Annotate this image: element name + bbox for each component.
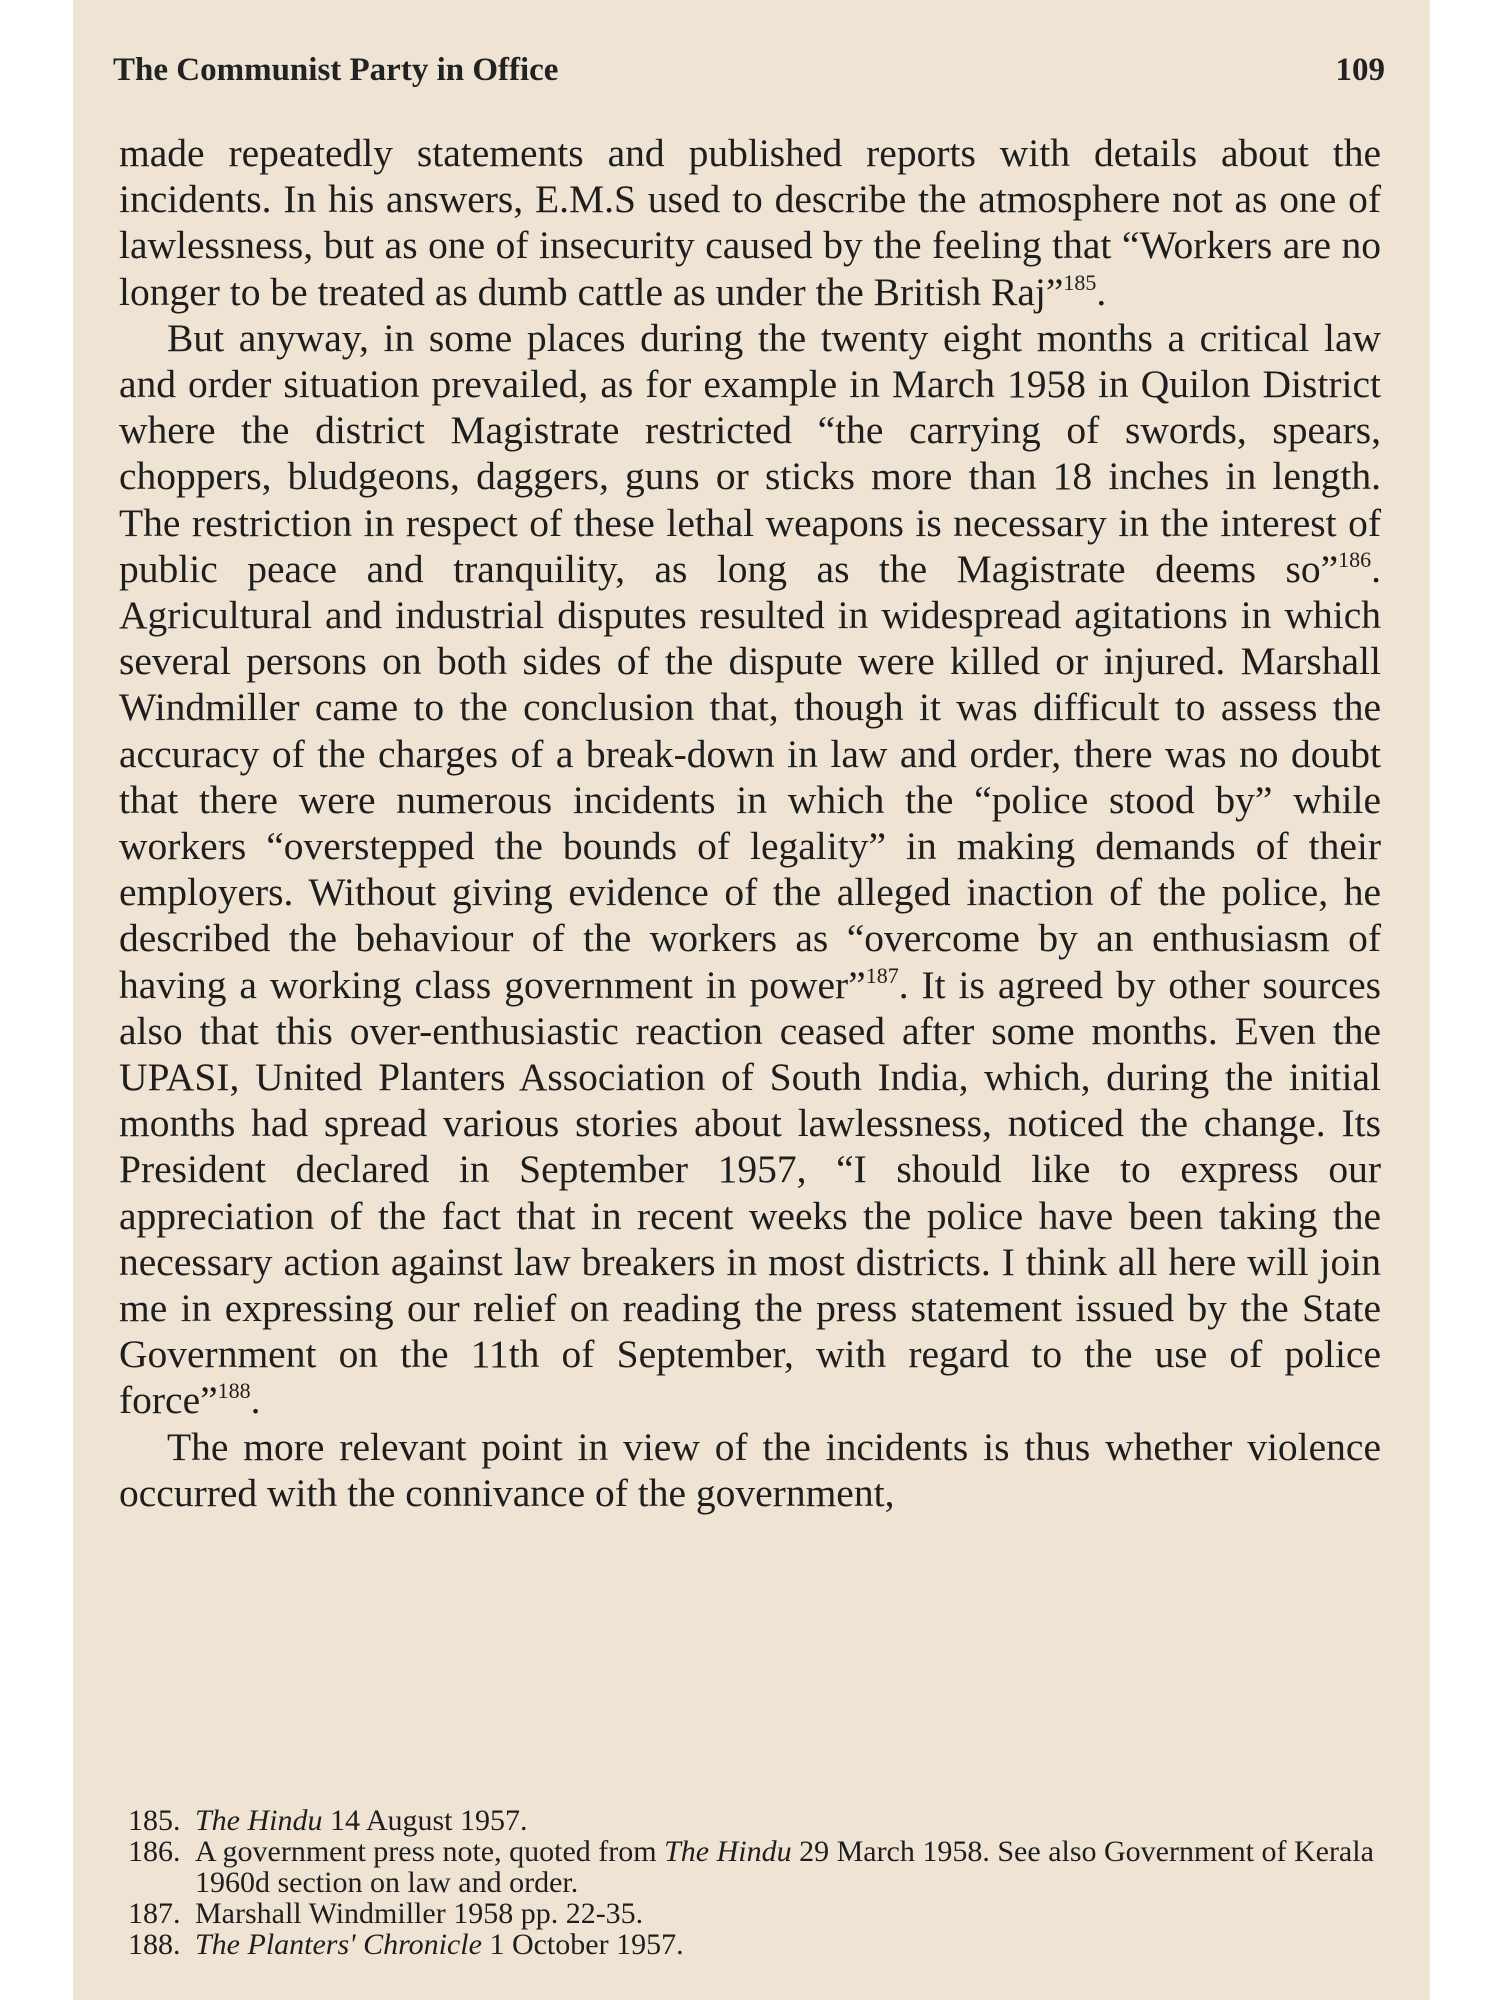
footnotes: [128, 1805, 1383, 1960]
source-title: The Hindu: [664, 1835, 792, 1868]
footnote-ref-185: 185: [1063, 269, 1097, 295]
book-page: [73, 0, 1430, 2000]
footnote-ref-188: 188: [217, 1378, 251, 1404]
footnote-number: 187.: [128, 1897, 181, 1930]
footnote-number: 186.: [128, 1835, 181, 1868]
paragraph-1: made repeatedly statements and published reports with details about the incidents. In his answers, E.M.S used to describe the atmosphere not as one of lawlessness, but as one of insecurity caused by the feeling that “Workers are no longer to be treated as dumb cattle as under the British Raj”$^{185}$.: [119, 131, 1381, 314]
footnote-number: 185.: [128, 1804, 181, 1837]
paragraph-2: But anyway, in some places during the twenty eight months a critical law and order situation prevailed, as for example in March 1958 in Quilon District where the district Magistrate restricted “the carrying of swords, spears, choppers, bludgeons, daggers, guns or sticks more than 18 inches in length. The restriction in respect of these lethal weapons is necessary in the interest of public peace and tranquility, as long as the Magistrate deems so”$^{186}$. Agricultural and industrial disputes resulted in widespread agitations in which several persons on both sides of the dispute were killed or injured. Marshall Windmiller came to the conclusion that, though it was difficult to assess the accuracy of the charges of a break-down in law and order, there was no doubt that there were numerous incidents in which the “police stood by” while workers “overstepped the bounds of legality” in making demands of their employers. Without giving evidence of the alleged inaction of the police, he described the behaviour of the workers as “overcome by an enthusiasm of having a working class government in power”$^{187}$. It is agreed by other sources also that this over-enthusiastic reaction ceased after some months. Even the UPASI, United Planters Association of South India, which, during the initial months had spread various stories about lawlessness, noticed the change. Its President declared in September 1957, “I should like to express our appreciation of the fact that in recent weeks the police have been taking the necessary action against law breakers in most districts. I think all here will join me in expressing our relief on reading the press statement issued by the State Government on the 11th of September, with regard to the use of police force”$^{188}$.: [119, 315, 1381, 1423]
footnote-186: 186. A government press note, quoted from The Hindu 29 March 1958. See also Government of Kerala 1960d section on law and order.: [128, 1835, 1374, 1899]
page-number: 109: [1335, 52, 1385, 88]
footnote-number: 188.: [128, 1928, 181, 1961]
footnote-185: 185. The Hindu 14 August 1957.: [128, 1804, 528, 1837]
chapter-title: The Communist Party in Office: [113, 52, 559, 88]
source-title: The Hindu: [195, 1804, 323, 1837]
running-header: [113, 52, 1385, 89]
footnote-187: 187. Marshall Windmiller 1958 pp. 22-35.: [128, 1897, 644, 1930]
body-text: [119, 130, 1381, 1516]
source-title: The Planters' Chronicle: [195, 1928, 482, 1961]
footnote-ref-187: 187: [865, 962, 899, 988]
paragraph-3: The more relevant point in view of the incidents is thus whether violence occurred with the connivance of the government,: [119, 1424, 1381, 1515]
footnote-ref-186: 186: [1338, 546, 1372, 572]
footnote-188: 188. The Planters' Chronicle 1 October 1957.: [128, 1928, 684, 1961]
